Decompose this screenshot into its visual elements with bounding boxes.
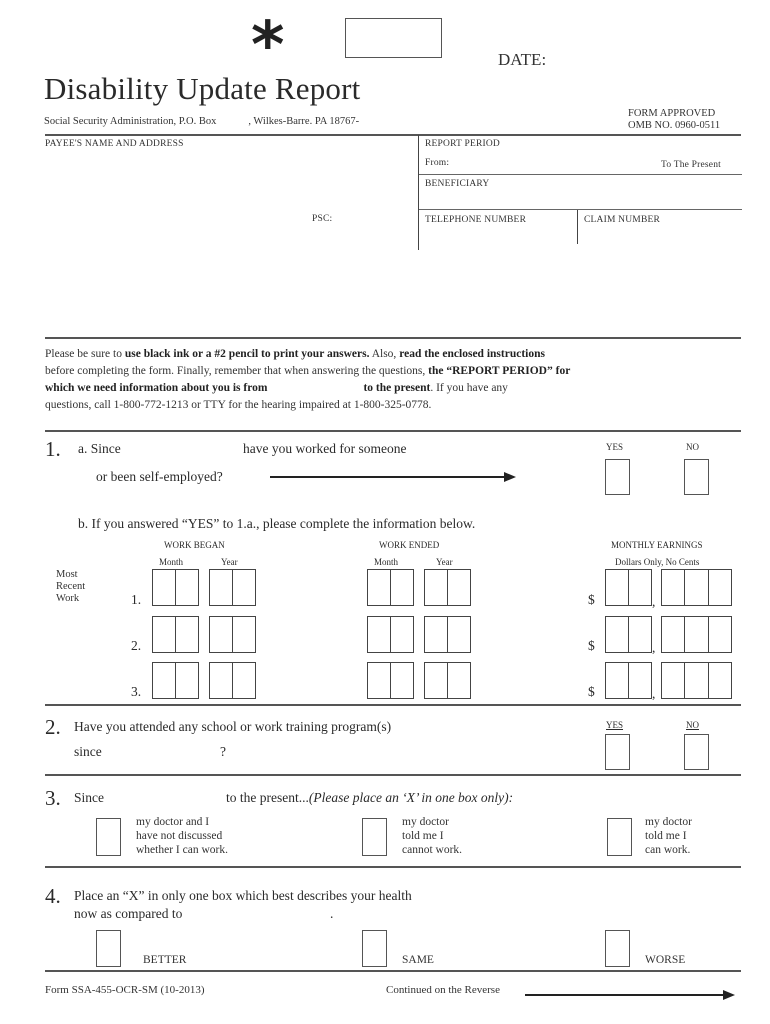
ended-month-label: Month: [374, 557, 399, 567]
beneficiary-divider: [419, 209, 742, 210]
q3-option-cannot-work-checkbox[interactable]: [362, 818, 387, 856]
q3-option-can-work-label: my doctor told me I can work.: [645, 816, 692, 856]
footer-divider: [45, 970, 741, 972]
q1-yes-label: YES: [606, 442, 624, 452]
row1-ended-month[interactable]: [367, 569, 414, 606]
q3-option-not-discussed-label: my doctor and I have not discussed whether I can work.: [136, 816, 228, 856]
q4-worse-checkbox[interactable]: [605, 930, 630, 967]
row1-earnings-thousands[interactable]: [605, 569, 652, 606]
row3-ended-year[interactable]: [424, 662, 471, 699]
dollars-only-label: Dollars Only, No Cents: [615, 557, 700, 567]
instructions-top-divider: [45, 337, 741, 339]
claim-number-field[interactable]: [584, 228, 739, 246]
row3-began-year[interactable]: [209, 662, 256, 699]
q1-yes-checkbox[interactable]: [605, 459, 630, 495]
q3-top-divider: [45, 774, 741, 776]
q1a-question: have you worked for someone: [243, 441, 407, 456]
beneficiary-label: BENEFICIARY: [425, 179, 490, 189]
work-began-header: WORK BEGAN: [164, 540, 225, 550]
asterisk-icon: *: [251, 9, 285, 83]
claim-number-label: CLAIM NUMBER: [584, 215, 661, 225]
row2-began-year[interactable]: [209, 616, 256, 653]
agency-address: [44, 116, 359, 127]
footer-arrow-line: [525, 994, 725, 996]
form-id: Form SSA-455-OCR-SM (10-2013): [45, 984, 205, 996]
q4-better-label: BETTER: [143, 954, 187, 966]
row2-ended-year[interactable]: [424, 616, 471, 653]
payee-name-address-field[interactable]: [45, 153, 415, 333]
office-code-box[interactable]: [345, 18, 442, 58]
q1b-text: b. If you answered “YES” to 1.a., please complete the information below.: [78, 516, 476, 531]
q2-since: since: [74, 744, 102, 759]
agency-address-part2: , Wilkes-Barre. PA 18767-: [248, 116, 360, 127]
q2-qmark: ?: [220, 744, 226, 759]
q4-number: 4.: [45, 884, 61, 908]
row3-ended-month[interactable]: [367, 662, 414, 699]
q1-arrow-line: [270, 476, 506, 478]
beneficiary-field[interactable]: [425, 192, 740, 208]
work-row-2-label: 2.: [131, 638, 142, 653]
q4-question: Place an “X” in only one box which best describes your health: [74, 888, 412, 903]
row1-comma: ,: [652, 594, 656, 609]
q3-option-can-work-checkbox[interactable]: [607, 818, 632, 856]
continued-on-reverse: Continued on the Reverse: [386, 984, 500, 996]
q2-number: 2.: [45, 715, 61, 739]
date-label: DATE:: [498, 50, 547, 69]
row1-began-year[interactable]: [209, 569, 256, 606]
row2-began-month[interactable]: [152, 616, 199, 653]
row3-began-month[interactable]: [152, 662, 199, 699]
q2-question: Have you attended any school or work training program(s): [74, 719, 392, 734]
row2-earnings-hundreds[interactable]: [661, 616, 732, 653]
q1-arrow-icon: [504, 472, 516, 482]
q1a-question-line2: or been self-employed?: [96, 469, 223, 484]
q4-same-label: SAME: [402, 954, 434, 966]
q3-number: 3.: [45, 786, 61, 810]
work-ended-header: WORK ENDED: [379, 540, 440, 550]
q1-no-checkbox[interactable]: [684, 459, 709, 495]
omb-number: OMB NO. 0960-0511: [628, 120, 721, 131]
instructions-text: Please be sure to use black ink or a #2 pencil to print your answers. Also, read the enclosed instructions before completing the form. Finally, remember that when answering the questions, the “REPORT PERIOD” for which we need information about you is from to the present. If you have any questions, call 1-800-772-1213 or TTY for the hearing impaired at 1-800-325-0778.: [45, 348, 571, 411]
q2-no-label: NO: [686, 720, 699, 730]
row2-earnings-thousands[interactable]: [605, 616, 652, 653]
q3-option-not-discussed-checkbox[interactable]: [96, 818, 121, 856]
report-period-divider: [419, 174, 742, 175]
row1-began-month[interactable]: [152, 569, 199, 606]
q2-no-checkbox[interactable]: [684, 734, 709, 770]
from-label: From:: [425, 158, 450, 168]
q3-since: Since: [74, 790, 104, 805]
q1-top-divider: [45, 430, 741, 432]
q4-same-checkbox[interactable]: [362, 930, 387, 967]
monthly-earnings-header: MONTHLY EARNINGS: [611, 540, 703, 550]
q3-prompt: to the present...(Please place an ‘X’ in one box only):: [226, 790, 514, 805]
telephone-label: TELEPHONE NUMBER: [425, 215, 527, 225]
row2-comma: ,: [652, 640, 656, 655]
work-row-3-label: 3.: [131, 684, 142, 699]
ended-year-label: Year: [436, 557, 453, 567]
psc-label: PSC:: [312, 214, 333, 224]
most-recent-work-label: Most Recent Work: [56, 569, 86, 604]
row3-earnings-hundreds[interactable]: [661, 662, 732, 699]
row2-ended-month[interactable]: [367, 616, 414, 653]
page-title: Disability Update Report: [44, 71, 361, 106]
q2-yes-label: YES: [606, 720, 624, 730]
q1-number: 1.: [45, 437, 61, 461]
q3-option-cannot-work-label: my doctor told me I cannot work.: [402, 816, 463, 856]
q1-no-label: NO: [686, 442, 699, 452]
row2-dollar-sign: $: [588, 638, 595, 653]
phone-claim-divider: [577, 210, 578, 244]
q1a-since: a. Since: [78, 441, 121, 456]
began-month-label: Month: [159, 557, 184, 567]
q4-better-checkbox[interactable]: [96, 930, 121, 967]
row1-dollar-sign: $: [588, 592, 595, 607]
row1-earnings-hundreds[interactable]: [661, 569, 732, 606]
to-present-label: To The Present: [661, 160, 722, 170]
row3-comma: ,: [652, 686, 656, 701]
row1-ended-year[interactable]: [424, 569, 471, 606]
info-vertical-divider: [418, 135, 419, 250]
form-approved: FORM APPROVED: [628, 108, 716, 119]
row3-earnings-thousands[interactable]: [605, 662, 652, 699]
q2-top-divider: [45, 704, 741, 706]
header-divider: [45, 134, 741, 136]
footer-arrow-icon: [723, 990, 735, 1000]
work-row-1-label: 1.: [131, 592, 142, 607]
telephone-field[interactable]: [425, 228, 575, 246]
q4-period: .: [330, 906, 334, 921]
q4-question-line2: now as compared to: [74, 906, 183, 921]
q4-top-divider: [45, 866, 741, 868]
row3-dollar-sign: $: [588, 684, 595, 699]
report-period-label: REPORT PERIOD: [425, 139, 500, 149]
payee-label: PAYEE'S NAME AND ADDRESS: [45, 139, 184, 149]
q2-yes-checkbox[interactable]: [605, 734, 630, 770]
began-year-label: Year: [221, 557, 238, 567]
agency-address-part1: Social Security Administration, P.O. Box: [44, 116, 217, 127]
q4-worse-label: WORSE: [645, 954, 686, 966]
